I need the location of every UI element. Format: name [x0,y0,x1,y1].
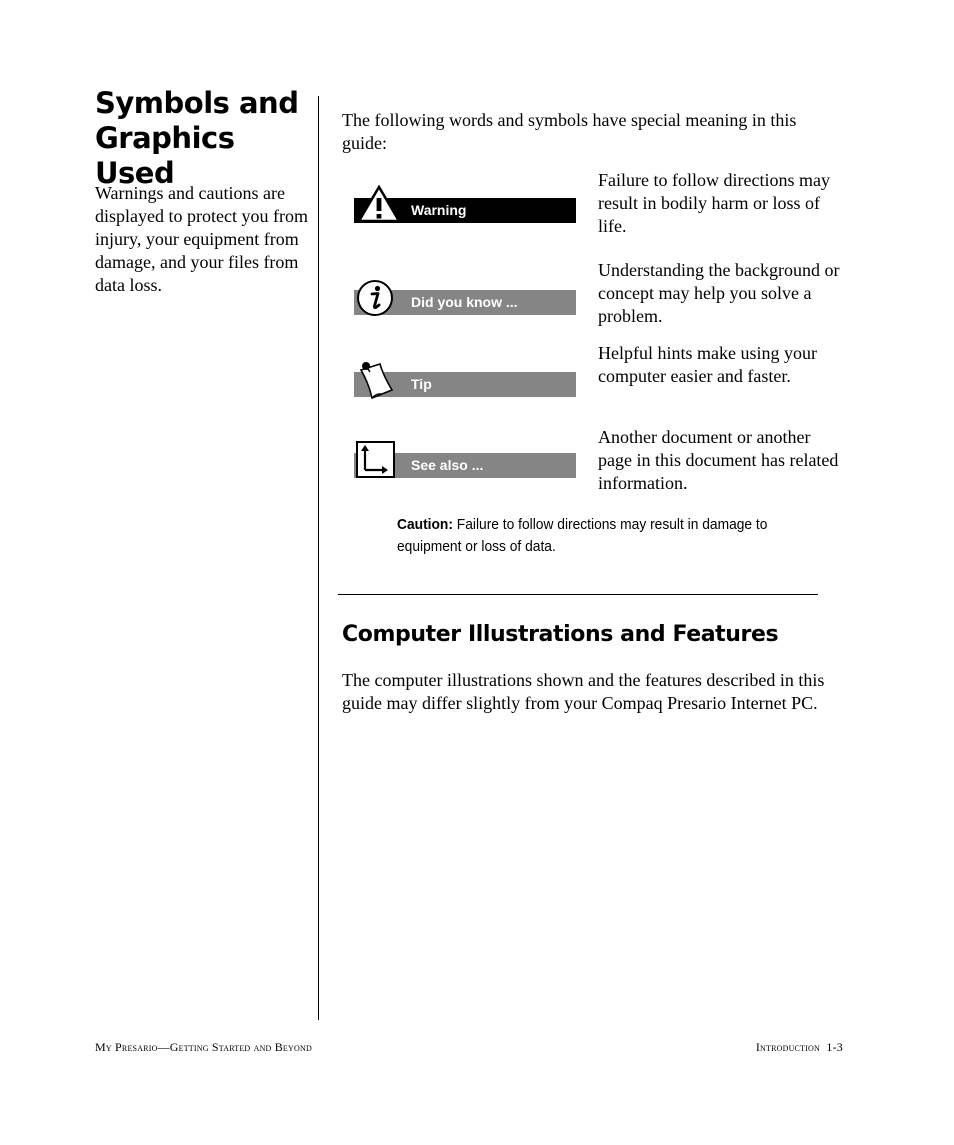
section-title: Computer Illustrations and Features [342,622,779,647]
warning-label: Warning [411,202,467,218]
tip-label: Tip [411,376,432,392]
sidebar-title: Symbols and Graphics Used [95,86,299,190]
did-you-know-description: Understanding the background or concept may help you solve a problem. [598,260,840,326]
intro-text: The following words and symbols have special meaning in this guide: [342,110,797,153]
cross-reference-arrow-icon [356,441,396,479]
sidebar-text: Warnings and cautions are displayed to protect you from injury, your equipment from damage, and your files from data loss. [95,183,308,295]
caution-label: Caution: [397,516,453,533]
caution-text: Failure to follow directions may result in damage to equipment or loss of data. [397,516,768,555]
warning-description: Failure to follow directions may result in bodily harm or loss of life. [598,170,830,236]
info-icon [356,279,394,317]
footer-page-number: Introduction 1-3 [755,1040,843,1054]
warning-exclamation-icon [357,185,401,223]
did-you-know-label: Did you know ... [411,294,518,310]
vertical-divider [318,96,319,1020]
see-also-description: Another document or another page in this document has related information. [598,427,839,493]
see-also-label: See also ... [411,457,484,473]
tip-description: Helpful hints make using your computer easier and faster. [598,343,817,386]
section-text: The computer illustrations shown and the features described in this guide may differ slightly from your Compaq Presario Internet PC. [342,670,825,713]
horizontal-divider [338,594,818,595]
footer-book-title: My Presario—Getting Started and Beyond [95,1040,312,1054]
note-paper-icon [356,360,396,400]
caution-note [397,514,783,558]
